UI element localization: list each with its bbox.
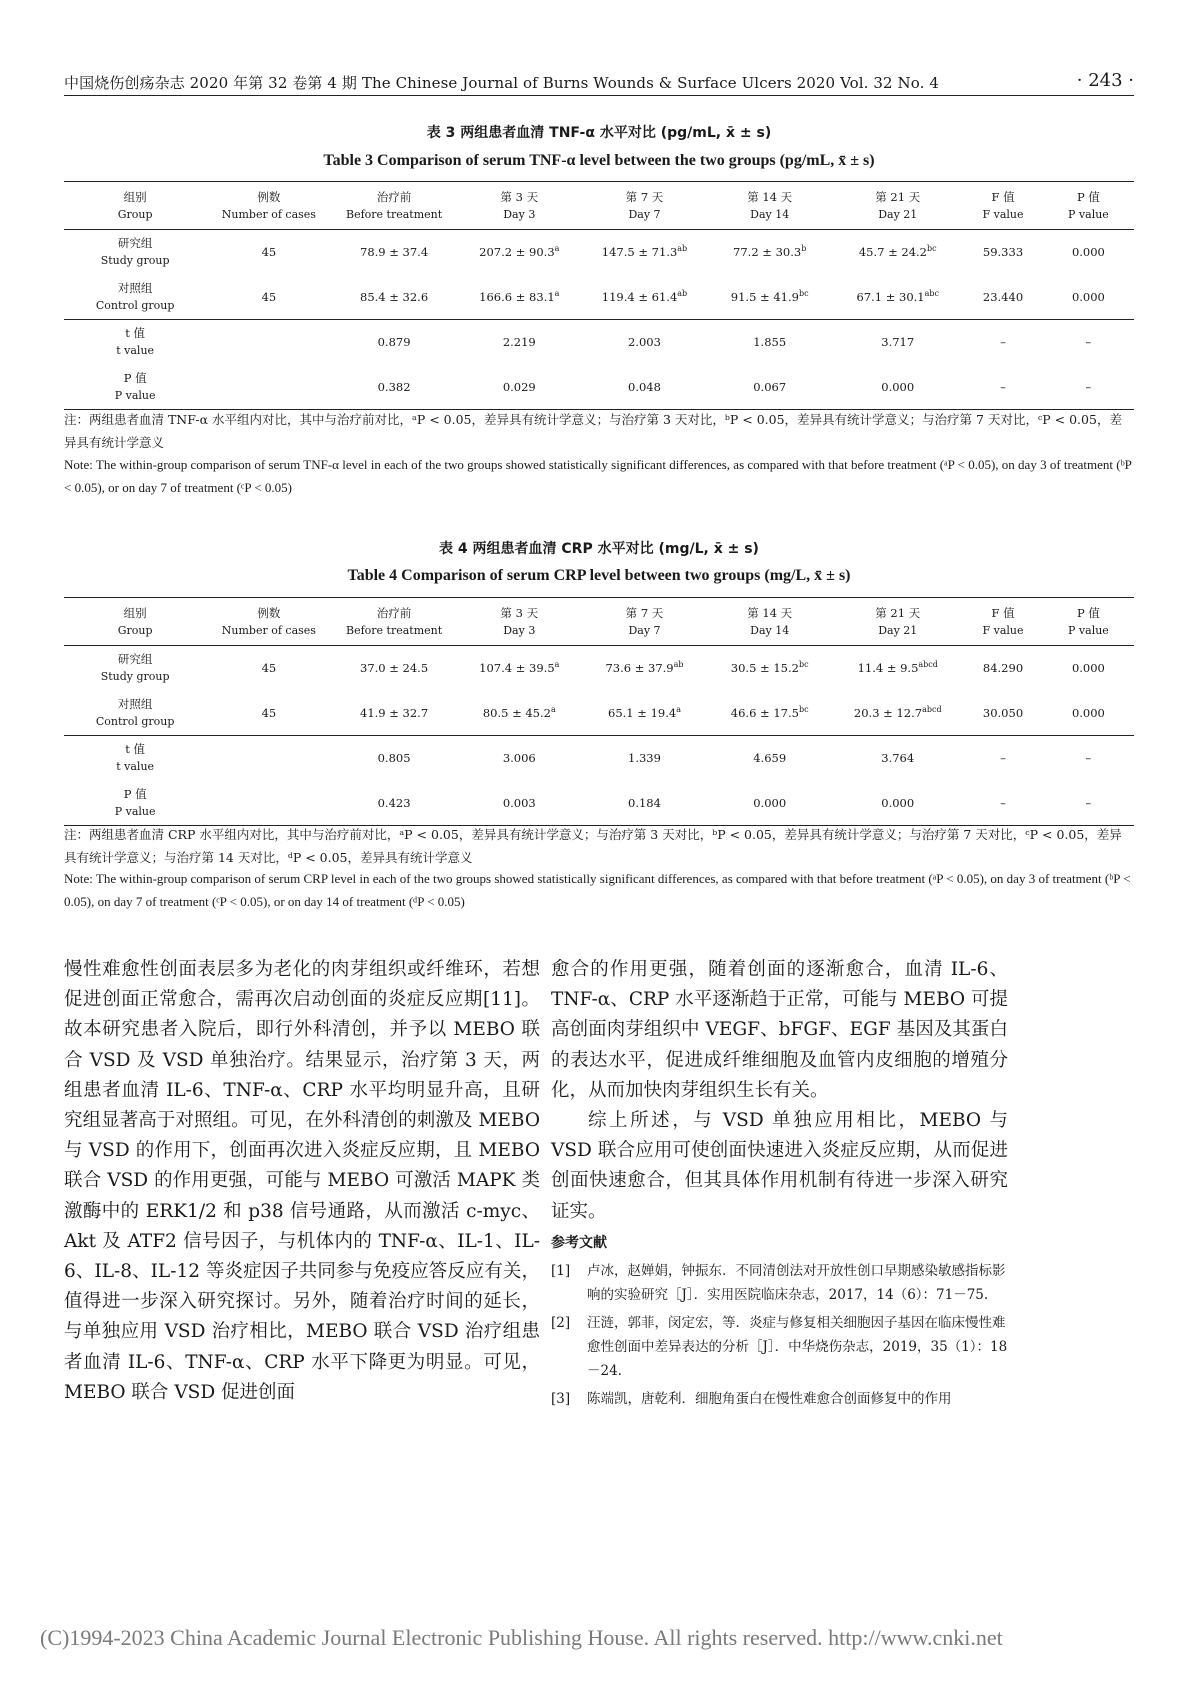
cell-value: 0.382 bbox=[377, 379, 411, 394]
row-label-cn: 对照组 bbox=[117, 280, 153, 295]
body-paragraph: 综上所述，与 VSD 单独应用相比，MEBO 与 VSD 联合应用可使创面快速进入炎症反应期，从而促进创面快速愈合，但其具体作用机制有待进一步深入研究证实。 bbox=[551, 1110, 1008, 1222]
row-label-en: Study group bbox=[100, 254, 170, 268]
cell-value: 0.000 bbox=[1071, 245, 1105, 260]
table3-title-en: Table 3 Comparison of serum TNF-α level between the two groups (pg/mL, x̄ ± s) bbox=[323, 152, 875, 169]
row-label-cn: 研究组 bbox=[117, 236, 153, 251]
column-header-cn: 第 21 天 bbox=[875, 189, 921, 204]
row-label-en: P value bbox=[114, 804, 156, 818]
column-header bbox=[457, 598, 582, 646]
references-heading: 参考文献 bbox=[551, 1234, 607, 1251]
column-header-en: Group bbox=[117, 623, 153, 637]
cell-value: 67.1 ± 30.1 bbox=[856, 289, 925, 304]
significance-marker: a bbox=[554, 288, 560, 298]
column-header-cn: 第 7 天 bbox=[625, 189, 664, 204]
cell-value: 46.6 ± 17.5 bbox=[730, 705, 799, 720]
cell-value: 78.9 ± 37.4 bbox=[360, 245, 429, 260]
table-cell bbox=[582, 691, 707, 736]
table-cell bbox=[331, 275, 456, 320]
cell-value: 45 bbox=[261, 661, 277, 676]
cell-value: 73.6 ± 37.9 bbox=[605, 661, 674, 676]
column-header bbox=[963, 598, 1043, 646]
table-cell bbox=[963, 691, 1043, 736]
table-cell bbox=[457, 230, 582, 275]
row-label bbox=[64, 781, 206, 826]
table-cell bbox=[832, 736, 963, 781]
cell-value: 85.4 ± 32.6 bbox=[360, 289, 429, 304]
table-cell bbox=[1043, 230, 1134, 275]
table-cell bbox=[707, 781, 832, 826]
table-cell bbox=[331, 691, 456, 736]
significance-marker: ab bbox=[673, 660, 684, 670]
table3-title-cn: 表 3 两组患者血清 TNF-α 水平对比 (pg/mL, x̄ ± s) bbox=[426, 125, 772, 141]
cell-value: 80.5 ± 45.2 bbox=[482, 705, 551, 720]
table-cell bbox=[457, 736, 582, 781]
significance-marker: ab bbox=[677, 288, 688, 298]
table-cell bbox=[707, 646, 832, 691]
table4-title-en: Table 4 Comparison of serum CRP level between two groups (mg/L, x̄ ± s) bbox=[347, 567, 851, 584]
table-cell bbox=[457, 691, 582, 736]
table-cell bbox=[963, 365, 1043, 410]
body-paragraph: 愈合的作用更强，随着创面的逐渐愈合，血清 IL-6、TNF-α、CRP 水平逐渐趋于正常，可能与 MEBO 可提高创面肉芽组织中 VEGF、bFGF、EGF 基因及其蛋白的表达水平，促进成纤维细胞及血管内皮细胞的增殖分化，从而加快肉芽组织生长有关。 bbox=[551, 959, 1008, 1101]
table-cell bbox=[582, 365, 707, 410]
cell-value: 119.4 ± 61.4 bbox=[601, 289, 678, 304]
page-number: · 243 · bbox=[1076, 70, 1134, 91]
column-header bbox=[707, 182, 832, 230]
row-label bbox=[64, 275, 206, 320]
cell-value: 2.219 bbox=[502, 335, 536, 350]
column-header bbox=[963, 182, 1043, 230]
column-header-en: Before treatment bbox=[346, 623, 443, 637]
row-label-en: P value bbox=[114, 388, 156, 402]
table-cell bbox=[707, 691, 832, 736]
table4-title-cn: 表 4 两组患者血清 CRP 水平对比 (mg/L, x̄ ± s) bbox=[439, 541, 759, 557]
column-header-en: Day 14 bbox=[750, 623, 790, 637]
cell-value: 77.2 ± 30.3 bbox=[733, 245, 802, 260]
column-header-en: F value bbox=[982, 207, 1024, 221]
cell-value: 0.805 bbox=[377, 751, 411, 766]
cell-value: 20.3 ± 12.7 bbox=[853, 705, 923, 720]
row-label-cn: 对照组 bbox=[117, 696, 153, 711]
significance-marker: bc bbox=[798, 660, 809, 670]
reference-item bbox=[551, 1311, 1008, 1383]
table-cell bbox=[582, 320, 707, 365]
table-row bbox=[64, 781, 1134, 826]
cell-value: 3.006 bbox=[502, 751, 536, 766]
table-cell bbox=[1043, 320, 1134, 365]
table-cell bbox=[963, 320, 1043, 365]
table-cell bbox=[832, 230, 963, 275]
cell-value: 65.1 ± 19.4 bbox=[608, 705, 677, 720]
table-cell bbox=[707, 365, 832, 410]
table3-note-cn: 注：两组患者血清 TNF-α 水平组内对比，其中与治疗前对比，ᵃP < 0.05，差异具有统计学意义；与治疗第 3 天对比，ᵇP < 0.05，差异具有统计学意义；与治疗第 7 天对比，ᶜP < 0.05，差异具有统计学意义 bbox=[64, 412, 1122, 450]
column-header-cn: 例数 bbox=[257, 605, 281, 620]
cell-value: – bbox=[1000, 751, 1006, 766]
table-cell bbox=[832, 275, 963, 320]
column-header-en: Before treatment bbox=[346, 207, 443, 221]
cell-value: – bbox=[1000, 795, 1006, 810]
table-cell bbox=[457, 320, 582, 365]
cell-value: 166.6 ± 83.1 bbox=[479, 289, 555, 304]
table-cell bbox=[331, 320, 456, 365]
row-label-cn: t 值 bbox=[125, 742, 146, 757]
table-cell bbox=[331, 230, 456, 275]
table-cell bbox=[457, 365, 582, 410]
table-cell bbox=[582, 230, 707, 275]
column-header bbox=[832, 598, 963, 646]
cell-value: 0.067 bbox=[753, 379, 787, 394]
table-cell bbox=[331, 781, 456, 826]
cell-value: – bbox=[1085, 379, 1092, 394]
table-cell bbox=[963, 781, 1043, 826]
reference-number: [2] bbox=[551, 1314, 571, 1331]
table-cell bbox=[331, 736, 456, 781]
table-cell bbox=[707, 230, 832, 275]
column-header-cn: 第 14 天 bbox=[747, 605, 793, 620]
significance-marker: a bbox=[676, 704, 681, 714]
column-header bbox=[331, 598, 456, 646]
table-cell bbox=[206, 736, 331, 781]
cell-value: 0.000 bbox=[1071, 661, 1105, 676]
cell-value: 1.855 bbox=[753, 335, 787, 350]
row-label bbox=[64, 691, 206, 736]
column-header-cn: 第 14 天 bbox=[747, 189, 793, 204]
table-cell bbox=[1043, 365, 1134, 410]
table-cell bbox=[1043, 736, 1134, 781]
cell-value: 59.333 bbox=[982, 245, 1024, 260]
column-header bbox=[64, 182, 206, 230]
cell-value: 147.5 ± 71.3 bbox=[601, 245, 678, 260]
table-cell bbox=[206, 691, 331, 736]
column-header-en: Day 7 bbox=[628, 207, 661, 221]
cell-value: 0.000 bbox=[1071, 289, 1105, 304]
table-cell bbox=[1043, 691, 1134, 736]
table-cell bbox=[832, 320, 963, 365]
column-header-en: Day 3 bbox=[503, 623, 536, 637]
reference-number: [3] bbox=[551, 1390, 571, 1407]
column-header-cn: P 值 bbox=[1076, 605, 1100, 620]
table-cell bbox=[1043, 781, 1134, 826]
cell-value: 45 bbox=[261, 289, 277, 304]
table-header-row bbox=[64, 182, 1134, 230]
column-header bbox=[206, 598, 331, 646]
column-header-cn: P 值 bbox=[1076, 189, 1100, 204]
cell-value: 41.9 ± 32.7 bbox=[360, 705, 429, 720]
table-row bbox=[64, 691, 1134, 736]
cell-value: 3.717 bbox=[881, 335, 915, 350]
table-cell bbox=[206, 275, 331, 320]
column-header-cn: 第 3 天 bbox=[500, 189, 539, 204]
column-header bbox=[331, 182, 456, 230]
cell-value: 84.290 bbox=[982, 661, 1024, 676]
table-cell bbox=[457, 781, 582, 826]
table4-note-en: Note: The within-group comparison of serum CRP level in each of the two groups showed statistically significant differences, as compared with that before treatment (ᵃP < 0.05), on day 3 of treatment (ᵇP < 0.05), on day 7 of treatment (ᶜP < 0.05), or on day 14 of treatment (ᵈP < 0.05) bbox=[64, 871, 1131, 909]
table-cell bbox=[832, 781, 963, 826]
row-label-cn: 研究组 bbox=[117, 652, 153, 667]
table-cell bbox=[206, 781, 331, 826]
cell-value: – bbox=[1085, 751, 1092, 766]
copyright-footer: (C)1994-2023 China Academic Journal Electronic Publishing House. All rights reserved. http://www.cnki.net bbox=[40, 1625, 1003, 1650]
table-cell bbox=[206, 646, 331, 691]
column-header-cn: 组别 bbox=[123, 605, 147, 620]
cell-value: 3.764 bbox=[881, 751, 915, 766]
significance-marker: abcd bbox=[922, 704, 942, 714]
cell-value: 0.003 bbox=[502, 795, 536, 810]
cell-value: 0.184 bbox=[628, 795, 661, 810]
row-label-cn: P 值 bbox=[123, 786, 147, 801]
cell-value: 107.4 ± 39.5 bbox=[479, 661, 555, 676]
cell-value: 4.659 bbox=[753, 751, 787, 766]
column-header-en: Number of cases bbox=[221, 207, 316, 221]
significance-marker: bc bbox=[927, 244, 937, 254]
journal-running-head: 中国烧伤创疡杂志 2020 年第 32 卷第 4 期 The Chinese Journal of Burns Wounds & Surface Ulcers 2020 Vol. 32 No. 4 bbox=[64, 74, 940, 92]
cell-value: 11.4 ± 9.5 bbox=[857, 661, 919, 676]
table-row bbox=[64, 736, 1134, 781]
row-label-en: Study group bbox=[100, 670, 170, 684]
table-cell bbox=[206, 365, 331, 410]
column-header bbox=[457, 182, 582, 230]
table4-note-cn: 注：两组患者血清 CRP 水平组内对比，其中与治疗前对比，ᵃP < 0.05，差异具有统计学意义；与治疗第 3 天对比，ᵇP < 0.05，差异具有统计学意义；与治疗第 7 天对比，ᶜP < 0.05，差异具有统计学意义；与治疗第 14 天对比，ᵈP < 0.05，差异具有统计学意义 bbox=[64, 827, 1122, 865]
column-header-cn: 第 7 天 bbox=[625, 605, 664, 620]
table-cell bbox=[707, 320, 832, 365]
cell-value: 91.5 ± 41.9 bbox=[730, 289, 799, 304]
reference-text: 卢冰，赵婵娟，钟振东．不同清创法对开放性创口早期感染敏感指标影响的实验研究［J］．实用医院临床杂志，2017，14（6）：71－75. bbox=[587, 1262, 1006, 1303]
row-label-cn: t 值 bbox=[125, 326, 146, 341]
row-label bbox=[64, 230, 206, 275]
significance-marker: bc bbox=[798, 704, 809, 714]
table-row bbox=[64, 320, 1134, 365]
column-header-en: P value bbox=[1068, 623, 1109, 637]
table-cell bbox=[707, 275, 832, 320]
table-row bbox=[64, 646, 1134, 691]
column-header-cn: 例数 bbox=[257, 189, 281, 204]
table-cell bbox=[331, 365, 456, 410]
cell-value: – bbox=[1085, 795, 1092, 810]
reference-item bbox=[551, 1387, 1008, 1411]
significance-marker: ab bbox=[677, 244, 688, 254]
row-label bbox=[64, 736, 206, 781]
column-header-en: Number of cases bbox=[221, 623, 316, 637]
table3-note-en: Note: The within-group comparison of serum TNF-α level in each of the two groups showed statistically significant differences, as compared with that before treatment (ᵃP < 0.05), on day 3 of treatment (ᵇP < 0.05), or on day 7 of treatment (ᶜP < 0.05) bbox=[64, 457, 1132, 495]
reference-item bbox=[551, 1259, 1008, 1307]
table-cell bbox=[1043, 275, 1134, 320]
column-header bbox=[1043, 182, 1134, 230]
column-header-en: Group bbox=[117, 207, 153, 221]
cell-value: 0.048 bbox=[628, 379, 661, 394]
significance-marker: a bbox=[550, 704, 556, 714]
body-left-column bbox=[64, 955, 540, 1408]
column-header-en: Day 7 bbox=[628, 623, 661, 637]
running-header bbox=[64, 72, 1134, 96]
table-cell bbox=[457, 275, 582, 320]
column-header bbox=[582, 182, 707, 230]
cell-value: 0.000 bbox=[753, 795, 787, 810]
table-cell bbox=[832, 365, 963, 410]
cell-value: – bbox=[1085, 335, 1092, 350]
reference-text: 汪涟，郭菲，闵定宏，等．炎症与修复相关细胞因子基因在临床慢性难愈性创面中差异表达的分析［J］．中华烧伤杂志，2019，35（1）：18－24. bbox=[587, 1314, 1008, 1379]
column-header-en: Day 21 bbox=[878, 207, 918, 221]
significance-marker: b bbox=[801, 244, 807, 254]
reference-text: 陈端凯，唐乾利．细胞角蛋白在慢性难愈合创面修复中的作用 bbox=[587, 1390, 952, 1407]
cell-value: 2.003 bbox=[628, 335, 661, 350]
table-cell bbox=[582, 781, 707, 826]
cell-value: – bbox=[1000, 379, 1006, 394]
table-cell bbox=[206, 230, 331, 275]
cell-value: 1.339 bbox=[628, 751, 661, 766]
table-cell bbox=[582, 275, 707, 320]
table-cell bbox=[582, 736, 707, 781]
reference-number: [1] bbox=[551, 1262, 571, 1279]
cell-value: 0.000 bbox=[881, 379, 915, 394]
cell-value: 45 bbox=[261, 705, 277, 720]
cell-value: 37.0 ± 24.5 bbox=[360, 661, 429, 676]
table-cell bbox=[206, 320, 331, 365]
table-cell bbox=[963, 736, 1043, 781]
row-label-en: t value bbox=[116, 760, 155, 774]
row-label-en: t value bbox=[116, 344, 155, 358]
table-header-row bbox=[64, 598, 1134, 646]
cell-value: 23.440 bbox=[982, 289, 1024, 304]
table-row bbox=[64, 365, 1134, 410]
column-header-cn: F 值 bbox=[991, 605, 1015, 620]
column-header-en: Day 3 bbox=[503, 207, 536, 221]
table-cell bbox=[832, 646, 963, 691]
row-label-en: Control group bbox=[95, 298, 175, 312]
column-header bbox=[206, 182, 331, 230]
row-label bbox=[64, 320, 206, 365]
column-header-cn: 组别 bbox=[123, 189, 147, 204]
cell-value: – bbox=[1000, 335, 1006, 350]
column-header-cn: 第 21 天 bbox=[875, 605, 921, 620]
body-paragraph: 慢性难愈性创面表层多为老化的肉芽组织或纤维环，若想促进创面正常愈合，需再次启动创面的炎症反应期[11]。故本研究患者入院后，即行外科清创，并予以 MEBO 联合 VSD 及 VSD 单独治疗。结果显示，治疗第 3 天，两组患者血清 IL-6、TNF-α、CRP 水平均明显升高，且研究组显著高于对照组。可见，在外科清创的刺激及 MEBO 与 VSD 的作用下，创面再次进入炎症反应期，且 MEBO 联合 VSD 的作用更强，可能与 MEBO 可激活 MAPK 类激酶中的 ERK1/2 和 p38 信号通路，从而激活 c-myc、Akt 及 ATF2 信号因子，与机体内的 TNF-α、IL-1、IL-6、IL-8、IL-12 等炎症因子共同参与免疫应答反应有关，值得进一步深入研究探讨。另外，随着治疗时间的延长，与单独应用 VSD 治疗相比，MEBO 联合 VSD 治疗组患者血清 IL-6、TNF-α、CRP 水平下降更为明显。可见，MEBO 联合 VSD 促进创面 bbox=[64, 959, 540, 1403]
table-cell bbox=[963, 275, 1043, 320]
cell-value: 0.879 bbox=[377, 335, 411, 350]
significance-marker: a bbox=[554, 660, 560, 670]
table4 bbox=[64, 597, 1134, 826]
cell-value: 0.029 bbox=[502, 379, 536, 394]
table-row bbox=[64, 275, 1134, 320]
column-header bbox=[832, 182, 963, 230]
column-header-en: F value bbox=[982, 623, 1024, 637]
column-header-cn: F 值 bbox=[991, 189, 1015, 204]
row-label bbox=[64, 646, 206, 691]
cell-value: 30.050 bbox=[982, 705, 1024, 720]
column-header-cn: 治疗前 bbox=[376, 189, 412, 204]
significance-marker: a bbox=[554, 244, 560, 254]
significance-marker: abcd bbox=[918, 660, 938, 670]
body-right-column bbox=[551, 955, 1008, 1411]
table-cell bbox=[582, 646, 707, 691]
column-header-en: Day 14 bbox=[750, 207, 790, 221]
table-cell bbox=[832, 691, 963, 736]
cell-value: 45.7 ± 24.2 bbox=[858, 245, 928, 260]
row-label-en: Control group bbox=[95, 714, 175, 728]
cell-value: 30.5 ± 15.2 bbox=[730, 661, 799, 676]
significance-marker: bc bbox=[798, 288, 809, 298]
table-cell bbox=[457, 646, 582, 691]
significance-marker: abc bbox=[924, 288, 940, 298]
table-cell bbox=[707, 736, 832, 781]
table-row bbox=[64, 230, 1134, 275]
cell-value: 0.000 bbox=[881, 795, 915, 810]
row-label bbox=[64, 365, 206, 410]
table-cell bbox=[963, 646, 1043, 691]
cell-value: 0.000 bbox=[1071, 705, 1105, 720]
table-cell bbox=[1043, 646, 1134, 691]
column-header-en: Day 21 bbox=[878, 623, 918, 637]
cell-value: 45 bbox=[261, 245, 277, 260]
table-cell bbox=[963, 230, 1043, 275]
cell-value: 207.2 ± 90.3 bbox=[479, 245, 555, 260]
table3 bbox=[64, 181, 1134, 410]
table-cell bbox=[331, 646, 456, 691]
column-header bbox=[707, 598, 832, 646]
column-header-cn: 治疗前 bbox=[376, 605, 412, 620]
column-header bbox=[64, 598, 206, 646]
row-label-cn: P 值 bbox=[123, 370, 147, 385]
column-header-en: P value bbox=[1068, 207, 1109, 221]
column-header-cn: 第 3 天 bbox=[500, 605, 539, 620]
column-header bbox=[582, 598, 707, 646]
column-header bbox=[1043, 598, 1134, 646]
cell-value: 0.423 bbox=[377, 795, 411, 810]
